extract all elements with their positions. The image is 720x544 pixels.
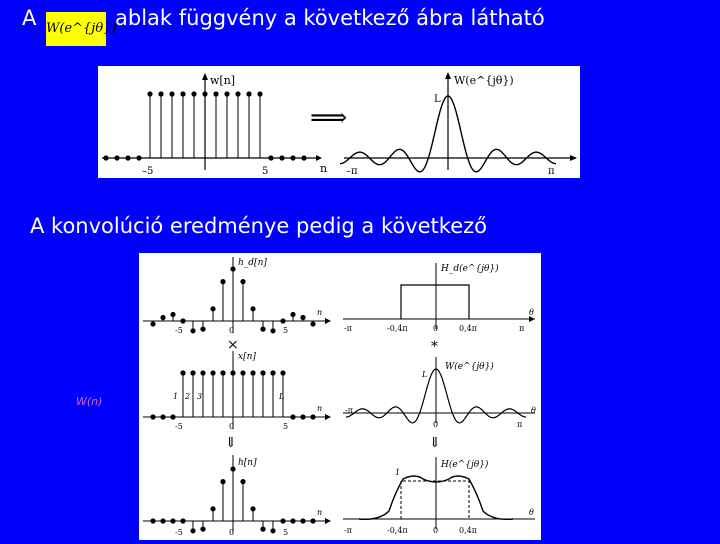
window-sample-dot: [213, 91, 218, 96]
hd-sample-dot: [240, 279, 245, 284]
window-figure: [98, 66, 580, 178]
x-sample-dot: [150, 414, 155, 419]
convolution-figure-svg: [139, 253, 541, 540]
tick-neg-pi: –π: [346, 166, 358, 177]
window-sample-dot: [191, 91, 196, 96]
H-label: H(e^{jθ}): [441, 460, 489, 470]
down-arrow-icon: ⇓: [429, 435, 441, 451]
hd-sample-dot: [310, 321, 315, 326]
hd-sample-dot: [280, 318, 285, 323]
tick: -5: [175, 422, 183, 431]
hd-sample-dot: [260, 327, 265, 332]
axis-label: θ: [529, 308, 534, 317]
window-sample-dot: [268, 155, 273, 160]
window-sample-dot: [301, 155, 306, 160]
tick-neg5: –5: [142, 166, 154, 177]
axis-label: θ: [531, 406, 536, 415]
tick: -0,4π: [387, 324, 408, 333]
tick: 0: [229, 422, 235, 431]
w-n-label: w[n]: [210, 74, 236, 87]
window-stems: [103, 91, 306, 160]
convolution-figure: [139, 253, 541, 540]
window-sample-dot: [224, 91, 229, 96]
hd-sample-dot: [270, 328, 275, 333]
window-sample-dot: [246, 91, 251, 96]
tick: 0,4π: [459, 526, 477, 535]
x-sample-dot: [160, 414, 165, 419]
window-sample-dot: [235, 91, 240, 96]
row1-left-plot: [143, 257, 331, 335]
hd-label: h_d[n]: [238, 258, 267, 268]
peak-label: L: [422, 370, 428, 379]
h-sample-dot: [280, 518, 285, 523]
h-sample-dot: [230, 466, 235, 471]
window-sample-dot: [136, 155, 141, 160]
x-sample-dot: [180, 370, 185, 375]
W-spectrum-label: W(e^{jθ}): [454, 74, 514, 87]
window-sample-dot: [202, 91, 207, 96]
h-sample-dot: [240, 479, 245, 484]
tick: π: [519, 324, 525, 333]
h-sample-dot: [150, 518, 155, 523]
tick: -5: [175, 528, 183, 537]
x-sample-dot: [190, 370, 195, 375]
seq-label: L: [279, 392, 285, 401]
row2-left-plot: [143, 351, 331, 431]
x-sample-dot: [230, 370, 235, 375]
window-sample-dot: [158, 91, 163, 96]
n-axis-label: n: [320, 162, 328, 175]
tick: 0: [229, 528, 235, 537]
peak-L-label: L: [434, 94, 441, 105]
x-sample-dot: [170, 414, 175, 419]
hd-sample-dot: [250, 306, 255, 311]
tick: -π: [344, 526, 352, 535]
tick: -5: [175, 326, 183, 335]
subtitle-text: A konvolúció eredménye pedig a következő: [30, 214, 487, 238]
tick: -0,4π: [387, 526, 408, 535]
seq-label: 2: [185, 392, 191, 401]
hd-sample-dot: [300, 315, 305, 320]
row2-right-plot: [343, 357, 536, 429]
h-sample-dot: [290, 518, 295, 523]
tick-pos-pi: π: [548, 166, 555, 177]
implies-arrow: ⟹: [310, 103, 348, 133]
window-sample-dot: [147, 91, 152, 96]
hd-sample-dot: [170, 312, 175, 317]
hd-sample-dot: [220, 279, 225, 284]
h-sample-dot: [170, 518, 175, 523]
h-sample-dot: [190, 528, 195, 533]
axis-label: n: [317, 308, 323, 317]
window-sample-dot: [114, 155, 119, 160]
tick: -π: [345, 406, 353, 415]
row3-left-plot: [143, 455, 331, 537]
W-label: W(e^{jθ}): [445, 362, 494, 372]
tick: 0: [229, 326, 235, 335]
tick: 5: [283, 422, 289, 431]
h-sample-dot: [270, 528, 275, 533]
h-sample-dot: [250, 506, 255, 511]
axis-label: n: [317, 508, 323, 517]
hd-sample-dot: [160, 315, 165, 320]
x-sample-dot: [270, 370, 275, 375]
ideal-lowpass: [401, 285, 469, 319]
window-sample-dot: [125, 155, 130, 160]
seq-label: 3: [197, 392, 203, 401]
title-prefix: A: [22, 6, 37, 30]
h-sample-dot: [180, 518, 185, 523]
x-sample-dot: [310, 414, 315, 419]
x-sample-dot: [280, 370, 285, 375]
tick: π: [517, 420, 523, 429]
hd-sample-dot: [190, 328, 195, 333]
tick-pos5: 5: [262, 166, 269, 177]
formula-image: W(e^{jθ}): [46, 12, 106, 46]
x-sample-dot: [290, 414, 295, 419]
h-sample-dot: [220, 479, 225, 484]
hd-sample-dot: [290, 312, 295, 317]
hd-sample-dot: [200, 327, 205, 332]
multiply-sign: ×: [227, 337, 239, 353]
window-sample-dot: [169, 91, 174, 96]
x-n-label: x[n]: [238, 352, 256, 362]
peak-label: 1: [395, 468, 401, 477]
h-sample-dot: [160, 518, 165, 523]
row3-right-plot: [343, 457, 535, 535]
window-sample-dot: [257, 91, 262, 96]
x-sample-dot: [220, 370, 225, 375]
tick: 0: [433, 324, 439, 333]
h-sample-dot: [260, 527, 265, 532]
tick: 5: [283, 528, 289, 537]
down-arrow-icon: ⇓: [225, 435, 237, 451]
hd-sample-dot: [150, 321, 155, 326]
window-sample-dot: [103, 155, 108, 160]
h-sample-dot: [310, 518, 315, 523]
axis-label: n: [317, 404, 323, 413]
hd-sample-dot: [230, 266, 235, 271]
x-sample-dot: [250, 370, 255, 375]
w-n-note: W(n): [76, 395, 103, 408]
convolve-sign: *: [431, 339, 438, 355]
x-sample-dot: [300, 414, 305, 419]
window-sample-dot: [290, 155, 295, 160]
h-sample-dot: [210, 506, 215, 511]
Hd-label: H_d(e^{jθ}): [441, 264, 499, 274]
axis-label: θ: [529, 508, 534, 517]
hd-sample-dot: [180, 318, 185, 323]
seq-label: 1: [173, 392, 179, 401]
ideal-response-dashed: [401, 481, 469, 519]
hd-sample-dot: [210, 306, 215, 311]
x-sample-dot: [240, 370, 245, 375]
h-n-label: h[n]: [238, 458, 257, 468]
tick: 0,4π: [459, 324, 477, 333]
x-sample-dot: [210, 370, 215, 375]
x-sample-dot: [260, 370, 265, 375]
tick: 5: [283, 326, 289, 335]
window-figure-svg: [98, 66, 580, 178]
tick: -π: [344, 324, 352, 333]
h-sample-dot: [300, 518, 305, 523]
tick: 0: [433, 526, 439, 535]
h-sample-dot: [200, 527, 205, 532]
row1-right-plot: [343, 263, 535, 333]
window-sample-dot: [180, 91, 185, 96]
window-sample-dot: [279, 155, 284, 160]
title-text: ablak függvény a következő ábra látható: [115, 6, 545, 30]
tick: 0: [433, 420, 439, 429]
x-sample-dot: [200, 370, 205, 375]
